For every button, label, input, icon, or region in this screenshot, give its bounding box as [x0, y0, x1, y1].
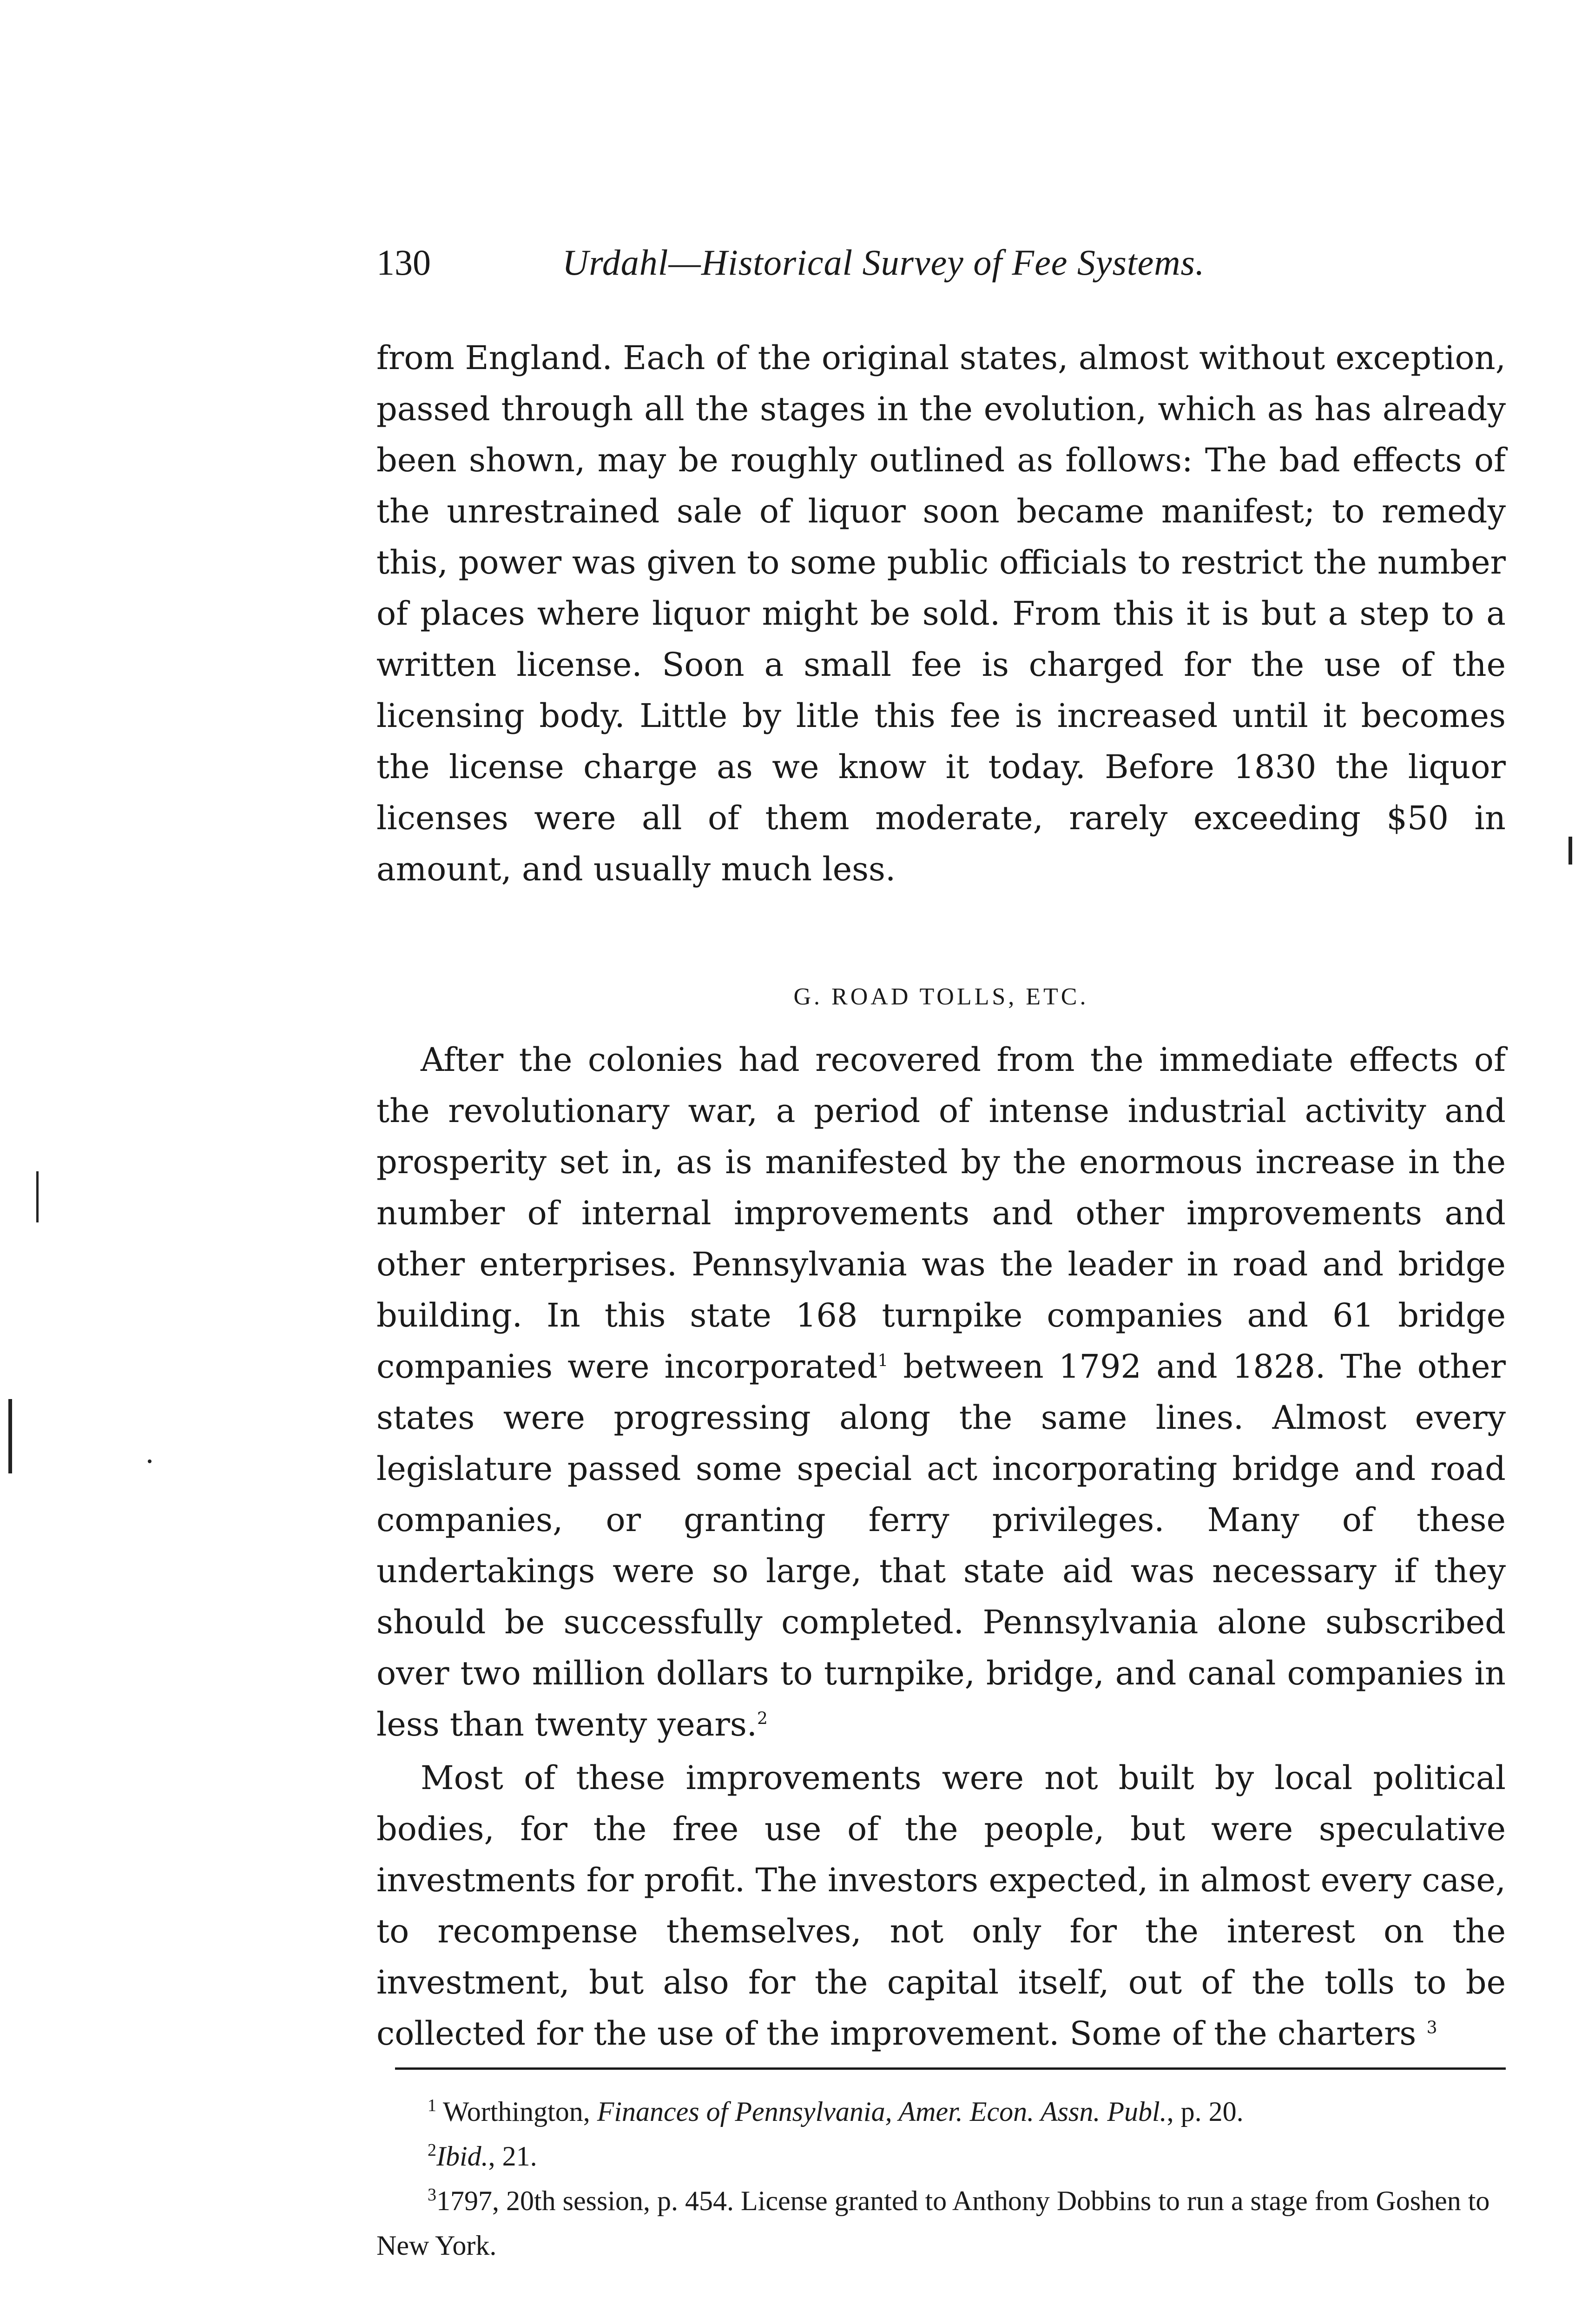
- footnotes: [376, 2089, 1520, 2268]
- footnote-mark: 3: [428, 2185, 436, 2205]
- paragraph-text: [376, 1752, 1506, 2059]
- paragraph-text-segment: After the colonies had recovered from the immediate effects of the revolutionary war, a period of intense industrial activity and prosperity set in, as is manifested by the enormous increase in the number of internal improvements and other improvements and other enterprises. Pennsylvania was the leader in road and bridge building. In this state 168 turnpike companies and 61 bridge companies were incorporated: [376, 1041, 1506, 1386]
- footnote-text: Worthington,: [436, 2096, 597, 2127]
- page-number: 130: [376, 242, 431, 283]
- paragraph-text: from England. Each of the original states, almost without exception, passed through all the stages in the evolution, which as has already been shown, may be roughly outlined as follows: The bad effects of the unrestrained sale of liquor soon became manifest; to remedy this, power was given to some public officials to restrict the number of places where liquor might be sold. From this it is but a step to a written license. Soon a small fee is charged for the use of the licensing body. Little by litle this fee is increased until it becomes the license charge as we know it today. Before 1830 the liquor licenses were all of them moderate, rarely exceeding $50 in amount, and usually much less.: [376, 339, 1506, 888]
- running-title: Urdahl—Historical Survey of Fee Systems.: [562, 242, 1205, 283]
- paragraph-liquor-licenses: [376, 332, 1506, 895]
- footnote-3: [376, 2179, 1520, 2268]
- running-header: [376, 242, 1506, 297]
- scan-mark: [148, 1459, 152, 1463]
- scan-mark: [1568, 837, 1572, 865]
- footnote-text: , 21.: [488, 2141, 537, 2172]
- footnote-mark: 2: [428, 2140, 436, 2160]
- footnote-1: [376, 2089, 1520, 2134]
- scan-mark: [36, 1171, 39, 1222]
- footnote-mark: 1: [428, 2096, 436, 2115]
- footnote-reference: 3: [1426, 2018, 1437, 2038]
- footnote-reference: 1: [877, 1351, 889, 1371]
- footnote-text: 1797, 20th session, p. 454. License granted to Anthony Dobbins to run a stage from Goshen to New York.: [376, 2185, 1490, 2261]
- footnote-text: , p. 20.: [1166, 2096, 1244, 2127]
- paragraph-text-segment: Most of these improvements were not built by local political bodies, for the free use of the people, but were speculative investments for profit. The investors expected, in almost every case, to recompense themselves, not only for the interest on the investment, but also for the capital itself, out of the tolls to be collected for the use of the improvement. Some of the charters: [376, 1759, 1506, 2053]
- paragraph-text-segment: between 1792 and 1828. The other states were progressing along the same lines. Almost every legislature passed some special act incorporating bridge and road companies, or granting ferry privileges. Many of these undertakings were so large, that state aid was necessary if they should be successfully completed. Pennsylvania alone subscribed over two million dollars to turnpike, bridge, and canal companies in less than twenty years.: [376, 1347, 1506, 1743]
- footnote-2: [376, 2134, 1520, 2179]
- footnote-divider: [395, 2067, 1506, 2070]
- footnote-reference: 2: [757, 1709, 768, 1729]
- footnote-title: Ibid.: [436, 2141, 488, 2172]
- paragraph-text: [376, 1034, 1506, 1750]
- footnote-title: Finances of Pennsylvania, Amer. Econ. Assn. Publ.: [597, 2096, 1167, 2127]
- scan-mark: [8, 1399, 12, 1473]
- paragraph-road-building: [376, 1034, 1506, 1750]
- section-heading: G. ROAD TOLLS, ETC.: [793, 984, 1089, 1010]
- paragraph-speculative-investments: [376, 1752, 1506, 2059]
